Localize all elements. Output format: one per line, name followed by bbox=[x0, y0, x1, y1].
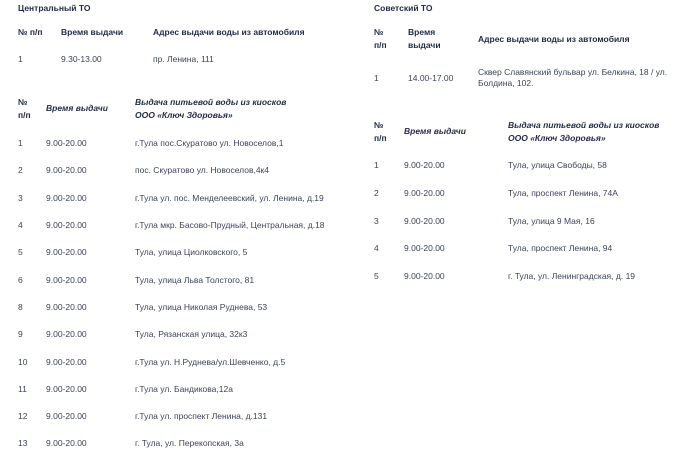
header-time bbox=[408, 22, 478, 56]
cell-time: 9.00-20.00 bbox=[46, 301, 87, 312]
cell-addr: г. Тула, ул. Перекопская, 3а bbox=[135, 438, 244, 449]
sovetsky-auto-table bbox=[374, 22, 700, 100]
cell-time: 9.00-20.00 bbox=[46, 356, 87, 367]
cell-time: 9.00-20.00 bbox=[46, 329, 87, 340]
cell-num: 1 bbox=[374, 72, 379, 83]
cell-time: 9.00-20.00 bbox=[46, 438, 87, 449]
header-num-line1: № bbox=[374, 119, 384, 130]
cell-time: 9.00-20.00 bbox=[46, 138, 87, 149]
cell-addr-line1: Сквер Славянский бульвар ул. Белкина, 18 / ул. bbox=[478, 67, 668, 77]
cell-addr: Тула, улица Льва Толстого, 81 bbox=[135, 274, 255, 285]
central-kiosk-rows bbox=[18, 130, 350, 458]
table-row bbox=[374, 180, 700, 208]
cell-time: 9.00-20.00 bbox=[46, 383, 87, 394]
cell-addr: г.Тула пос.Скуратово ул. Новоселов,1 bbox=[135, 138, 284, 149]
table-row bbox=[18, 403, 350, 430]
cell-num: 5 bbox=[18, 247, 23, 258]
cell-num: 2 bbox=[374, 188, 379, 199]
central-kiosk-table bbox=[18, 87, 350, 458]
cell-num: 3 bbox=[374, 215, 379, 226]
cell-num: 8 bbox=[18, 301, 23, 312]
header-num-line2: п/п bbox=[374, 132, 387, 143]
cell-addr: Тула, улица Свободы, 58 bbox=[508, 160, 607, 171]
table-header-row bbox=[18, 87, 350, 130]
cell-num: 4 bbox=[18, 220, 23, 231]
central-to-title: Центральный ТО bbox=[18, 3, 91, 13]
cell-num: 1 bbox=[374, 160, 379, 171]
header-time-line1: Время bbox=[408, 27, 436, 37]
cell-time: 9.00-20.00 bbox=[404, 160, 445, 171]
cell-addr: пос. Скуратово ул. Новоселов,4к4 bbox=[135, 165, 269, 176]
cell-addr: Тула, улица Циолковского, 5 bbox=[135, 247, 248, 258]
table-row bbox=[374, 207, 700, 235]
cell-num: 6 bbox=[18, 274, 23, 285]
table-row bbox=[18, 321, 350, 348]
header-addr-line1: Выдача питьевой воды из киосков bbox=[508, 119, 660, 130]
cell-num: 5 bbox=[374, 271, 379, 282]
header-addr-line2: ООО «Ключ Здоровья» bbox=[508, 132, 606, 143]
cell-time: 9.00-20.00 bbox=[46, 192, 87, 203]
header-num-line1: № bbox=[18, 96, 28, 107]
cell-time: 9.30-13.00 bbox=[61, 54, 102, 64]
cell-time: 9.00-20.00 bbox=[404, 188, 445, 199]
table-header-row bbox=[374, 111, 700, 152]
header-time-line2: выдачи bbox=[408, 40, 441, 50]
cell-addr: г.Тула ул. проспект Ленина, д.131 bbox=[135, 411, 268, 422]
cell-addr: г.Тула ул. Н.Руднева/ул.Шевченко, д.5 bbox=[135, 356, 286, 367]
cell-addr: г.Тула ул. пос. Менделеевский, ул. Ленина, д.19 bbox=[135, 192, 324, 203]
header-addr-line2: ООО «Ключ Здоровья» bbox=[135, 109, 233, 120]
cell-addr bbox=[478, 56, 700, 100]
cell-num: 9 bbox=[18, 329, 23, 340]
table-row bbox=[18, 157, 350, 184]
header-time: Время выдачи bbox=[46, 103, 108, 113]
header-num-line1: № bbox=[374, 27, 384, 37]
header-addr bbox=[135, 87, 350, 130]
sovetsky-kiosk-table bbox=[374, 111, 700, 290]
cell-num: 13 bbox=[18, 438, 28, 449]
cell-time: 9.00-20.00 bbox=[46, 220, 87, 231]
header-addr: Адрес выдачи воды из автомобиля bbox=[478, 33, 630, 44]
sovetsky-to-title: Советский ТО bbox=[374, 3, 433, 13]
cell-time: 9.00-20.00 bbox=[46, 274, 87, 285]
header-num bbox=[374, 111, 404, 152]
header-time: Время выдачи bbox=[61, 26, 124, 37]
cell-time: 14.00-17.00 bbox=[408, 72, 454, 83]
cell-addr: Тула, улица Николая Руднева, 53 bbox=[135, 301, 268, 312]
cell-time: 9.00-20.00 bbox=[46, 411, 87, 422]
cell-addr: г. Тула, ул. Ленинградская, д. 19 bbox=[508, 271, 636, 282]
header-num-line2: п/п bbox=[18, 109, 31, 120]
cell-time: 9.00-20.00 bbox=[46, 165, 87, 176]
cell-num: 4 bbox=[374, 243, 379, 254]
cell-num: 2 bbox=[18, 165, 23, 176]
header-addr-line1: Выдача питьевой воды из киосков bbox=[135, 96, 287, 107]
cell-addr: Тула, Рязанская улица, 32к3 bbox=[135, 329, 248, 340]
table-row bbox=[18, 294, 350, 321]
table-row bbox=[18, 212, 350, 239]
table-row bbox=[18, 430, 350, 457]
table-row bbox=[374, 235, 700, 263]
table-row bbox=[18, 266, 350, 293]
header-num-line2: п/п bbox=[374, 40, 387, 50]
table-row bbox=[374, 263, 700, 291]
table-header-row bbox=[18, 22, 348, 42]
table-row bbox=[18, 42, 348, 77]
cell-addr: Тула, улица 9 Мая, 16 bbox=[508, 215, 595, 226]
table-row bbox=[18, 348, 350, 375]
cell-time: 9.00-20.00 bbox=[46, 247, 87, 258]
header-time: Время выдачи bbox=[404, 126, 466, 136]
header-num bbox=[18, 87, 46, 130]
table-row bbox=[18, 185, 350, 212]
header-addr bbox=[508, 111, 700, 152]
header-addr: Адрес выдачи воды из автомобиля bbox=[153, 26, 305, 37]
central-auto-table bbox=[18, 22, 348, 77]
sovetsky-kiosk-rows bbox=[374, 152, 700, 290]
cell-addr: пр. Ленина, 111 bbox=[153, 54, 214, 64]
table-row bbox=[18, 376, 350, 403]
cell-addr: Тула, проспект Ленина, 74А bbox=[508, 188, 618, 199]
cell-addr-line2: Болдина, 102. bbox=[478, 78, 534, 88]
header-num bbox=[374, 22, 408, 56]
cell-addr: г.Тула ул. Бандикова,12а bbox=[135, 383, 233, 394]
cell-time: 9.00-20.00 bbox=[404, 215, 445, 226]
cell-num: 10 bbox=[18, 356, 28, 367]
table-row bbox=[18, 239, 350, 266]
header-num: № п/п bbox=[18, 26, 43, 37]
cell-num: 1 bbox=[18, 54, 23, 64]
cell-num: 3 bbox=[18, 192, 23, 203]
table-header-row bbox=[374, 22, 700, 56]
cell-addr: г.Тула мкр. Басово-Прудный, Центральная, д.18 bbox=[135, 220, 325, 231]
cell-addr: Тула, проспект Ленина, 94 bbox=[508, 243, 613, 254]
cell-num: 12 bbox=[18, 411, 28, 422]
table-row bbox=[374, 56, 700, 100]
cell-num: 1 bbox=[18, 138, 23, 149]
cell-time: 9.00-20.00 bbox=[404, 271, 445, 282]
cell-time: 9.00-20.00 bbox=[404, 243, 445, 254]
cell-num: 11 bbox=[18, 383, 27, 394]
table-row bbox=[374, 152, 700, 180]
table-row bbox=[18, 130, 350, 157]
